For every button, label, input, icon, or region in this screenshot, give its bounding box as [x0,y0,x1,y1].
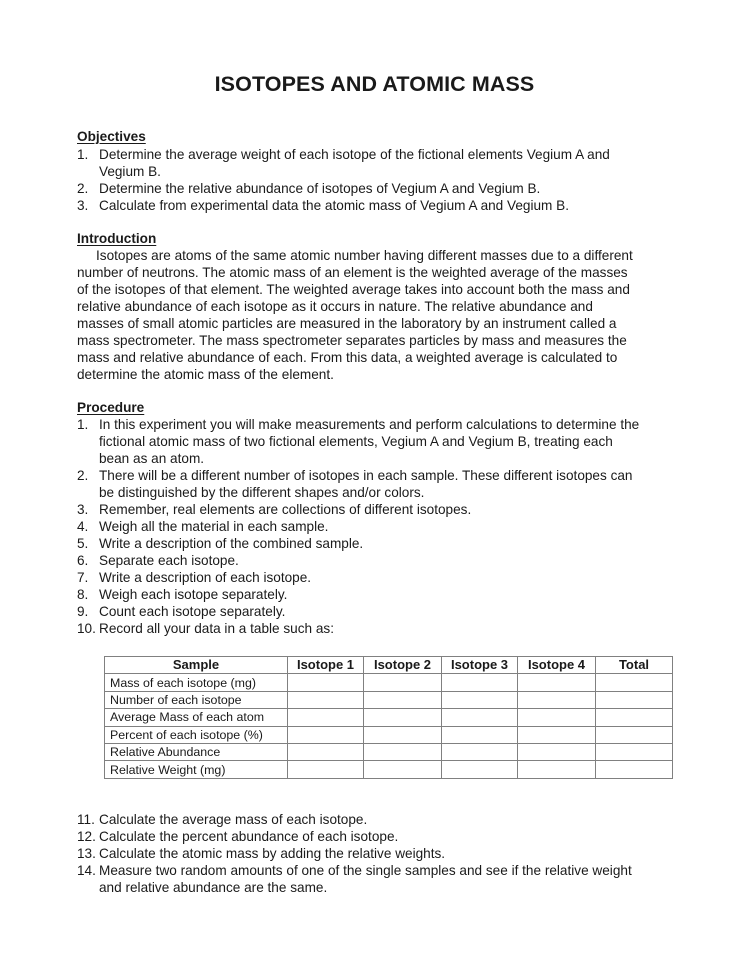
header-isotope-4: Isotope 4 [518,657,596,674]
header-sample: Sample [105,657,288,674]
intro-line-8: determine the atomic mass of the element. [77,367,334,382]
table-cell [364,743,442,760]
table-cell [442,674,518,691]
step-5-line-1: Write a description of the combined sample. [99,536,364,551]
step-14-number: 14. [77,863,96,878]
step-1-line-2: fictional atomic mass of two fictional elements, Vegium A and Vegium B, treating each [99,434,613,449]
header-isotope-1: Isotope 1 [288,657,364,674]
step-4-line-1: Weigh all the material in each sample. [99,519,329,534]
table-cell [442,691,518,708]
introduction-heading: Introduction [77,231,157,246]
table-row [105,761,673,778]
header-isotope-2: Isotope 2 [364,657,442,674]
table-cell [288,761,364,778]
table-cell [442,761,518,778]
table-header-row [105,657,673,674]
step-8-line-1: Weigh each isotope separately. [99,587,288,602]
step-14-line-1: Measure two random amounts of one of the single samples and see if the relative weight [99,863,632,878]
data-table [104,656,673,779]
table-cell [596,691,673,708]
intro-line-6: mass spectrometer. The mass spectrometer separates particles by mass and measures the [77,333,627,348]
step-6-number: 6. [77,553,89,568]
row-label: Number of each isotope [105,691,288,708]
step-3-line-1: Remember, real elements are collections of different isotopes. [99,502,472,517]
table-cell [518,709,596,726]
step-8-number: 8. [77,587,89,602]
table-row [105,691,673,708]
step-13-line-1: Calculate the atomic mass by adding the relative weights. [99,846,446,861]
row-label: Average Mass of each atom [105,709,288,726]
table-cell [596,674,673,691]
table-cell [288,674,364,691]
row-label: Mass of each isotope (mg) [105,674,288,691]
step-10-number: 10. [77,621,96,636]
table-cell [364,691,442,708]
table-cell [596,726,673,743]
step-5-number: 5. [77,536,89,551]
objective-1-line-2: Vegium B. [99,164,161,179]
table-row [105,743,673,760]
step-7-line-1: Write a description of each isotope. [99,570,312,585]
table-cell [442,743,518,760]
table-cell [442,726,518,743]
header-isotope-3: Isotope 3 [442,657,518,674]
table-row [105,726,673,743]
table-cell [288,691,364,708]
step-14-line-2: and relative abundance are the same. [99,880,328,895]
page-title: ISOTOPES AND ATOMIC MASS [214,72,535,96]
step-2-line-2: be distinguished by the different shapes and/or colors. [99,485,425,500]
step-1-line-3: bean as an atom. [99,451,205,466]
intro-line-3: of the isotopes of that element. The weighted average takes into account both the mass and [77,282,630,297]
intro-line-2: number of neutrons. The atomic mass of an element is the weighted average of the masses [77,265,628,280]
table-row [105,709,673,726]
objective-1-number: 1. [77,147,89,162]
table-cell [364,761,442,778]
step-4-number: 4. [77,519,89,534]
table-cell [596,761,673,778]
objectives-heading: Objectives [77,129,146,144]
step-11-number: 11. [77,812,95,827]
intro-line-1: Isotopes are atoms of the same atomic number having different masses due to a different [96,248,633,263]
intro-line-5: masses of small atomic particles are measured in the laboratory by an instrument called a [77,316,617,331]
step-12-line-1: Calculate the percent abundance of each isotope. [99,829,399,844]
table-cell [518,761,596,778]
step-7-number: 7. [77,570,89,585]
step-9-line-1: Count each isotope separately. [99,604,286,619]
step-2-line-1: There will be a different number of isotopes in each sample. These different isotopes can [99,468,633,483]
step-9-number: 9. [77,604,89,619]
table-cell [518,674,596,691]
row-label: Relative Abundance [105,743,288,760]
objective-2-number: 2. [77,181,89,196]
table-row [105,674,673,691]
intro-line-4: relative abundance of each isotope as it occurs in nature. The relative abundance and [77,299,593,314]
table-cell [596,743,673,760]
table-cell [364,709,442,726]
step-10-line-1: Record all your data in a table such as: [99,621,335,636]
step-3-number: 3. [77,502,89,517]
intro-line-7: mass and relative abundance of each. From this data, a weighted average is calculated to [77,350,618,365]
table-cell [442,709,518,726]
step-2-number: 2. [77,468,89,483]
step-6-line-1: Separate each isotope. [99,553,239,568]
step-1-number: 1. [77,417,89,432]
table-cell [518,726,596,743]
step-11-line-1: Calculate the average mass of each isotope. [99,812,368,827]
table-cell [288,726,364,743]
row-label: Relative Weight (mg) [105,761,288,778]
objective-3-line-1: Calculate from experimental data the atomic mass of Vegium A and Vegium B. [99,198,569,213]
step-12-number: 12. [77,829,96,844]
step-13-number: 13. [77,846,96,861]
objective-1-line-1: Determine the average weight of each isotope of the fictional elements Vegium A and [99,147,610,162]
step-1-line-1: In this experiment you will make measurements and perform calculations to determine the [99,417,640,432]
objective-3-number: 3. [77,198,89,213]
table-cell [288,743,364,760]
table-cell [596,709,673,726]
header-total: Total [596,657,673,674]
table-cell [364,726,442,743]
table-cell [364,674,442,691]
objective-2-line-1: Determine the relative abundance of isotopes of Vegium A and Vegium B. [99,181,541,196]
table-cell [518,691,596,708]
row-label: Percent of each isotope (%) [105,726,288,743]
table-cell [518,743,596,760]
table-cell [288,709,364,726]
procedure-heading: Procedure [77,400,145,415]
